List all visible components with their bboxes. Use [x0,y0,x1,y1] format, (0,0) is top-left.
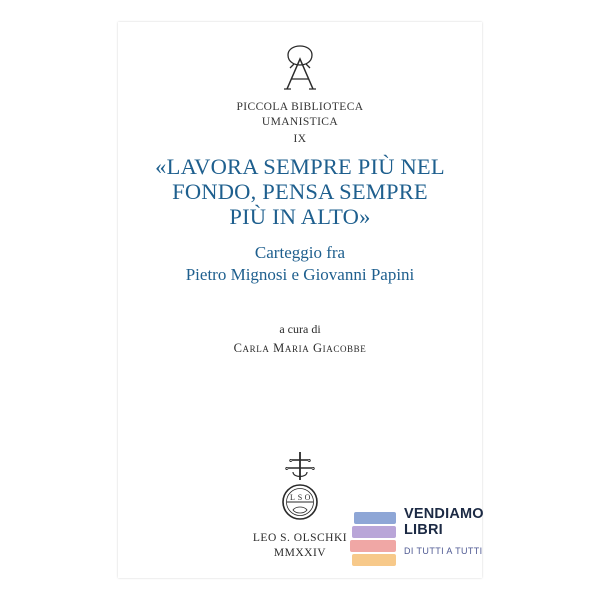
book-title [118,154,482,229]
publisher-logo-letter-l: L [290,493,295,502]
badge-brand [404,506,484,538]
book-cover [118,22,482,578]
series-block [118,100,482,147]
badge-brand-line2: LIBRI [404,522,443,538]
editor-name: Carla Maria Giacobbe [233,341,367,355]
vendiamo-libri-badge [350,506,490,588]
title-line2: FONDO, PENSA SEMPRE [172,179,428,204]
publisher-logo-letter-o: O [304,493,311,502]
publication-year: MMXXIV [273,547,327,559]
title-line1: «LAVORA SEMPRE PIÙ NEL [155,154,445,179]
publisher-name: LEO S. OLSCHKI [252,532,348,544]
alpha-omega-logo-icon [280,37,320,92]
stripe-blue [354,512,396,524]
series-name-line1: PICCOLA BIBLIOTECA [236,101,364,113]
series-name-line2: UMANISTICA [261,116,339,128]
title-line3: PIÙ IN ALTO» [229,204,371,229]
stripe-orange [352,554,396,566]
publisher-cross-emblem-icon [279,450,321,530]
publisher-logo-letter-s: S [297,493,303,502]
editor-prefix: a cura di [279,322,321,336]
subtitle-line2: Pietro Mignosi e Giovanni Papini [185,265,415,284]
subtitle-line1: Carteggio fra [254,243,346,262]
stripe-pink [350,540,396,552]
editor-block [118,320,482,358]
series-number: IX [293,133,307,145]
book-stack-icon [350,512,400,572]
book-subtitle [118,242,482,286]
stripe-purple [352,526,396,538]
badge-tagline: DI TUTTI A TUTTI [404,546,483,556]
badge-brand-line1: VENDIAMO [404,506,484,522]
